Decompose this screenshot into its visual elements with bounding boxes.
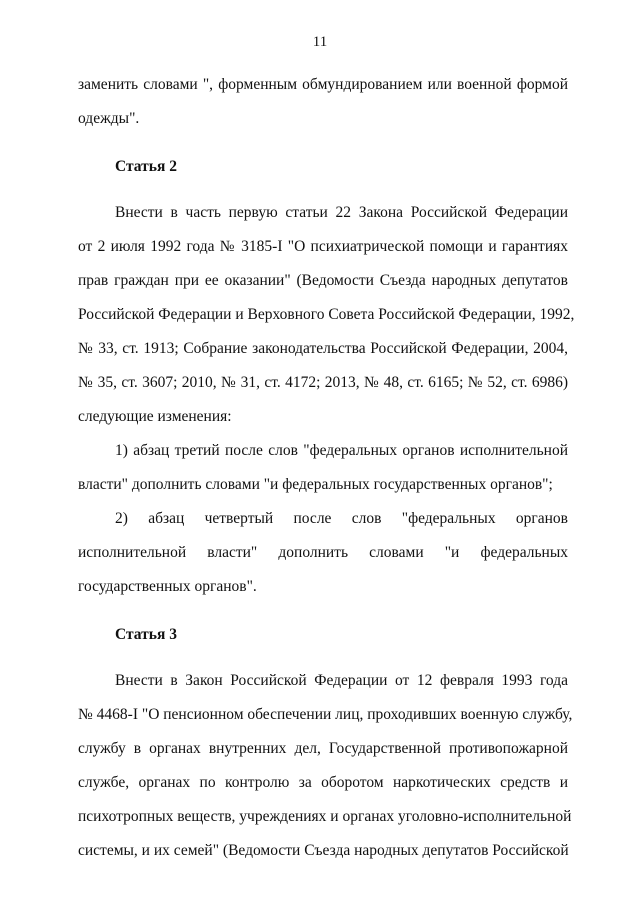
article-2-item-1-line: 1) абзац третий после слов "федеральных органов исполнительной bbox=[115, 442, 568, 459]
article-2-paragraph-line: следующие изменения: bbox=[78, 408, 232, 425]
article-3-paragraph-line: психотропных веществ, учреждениях и органах уголовно-исполнительной bbox=[78, 808, 572, 825]
spacer bbox=[78, 652, 568, 664]
article-2-item-2-line: 2) абзац четвертый после слов "федеральных органов bbox=[115, 510, 568, 527]
article-2-paragraph-line: прав граждан при ее оказании" (Ведомости Съезда народных депутатов bbox=[78, 272, 568, 289]
article-2-paragraph-line: Внести в часть первую статьи 22 Закона Российской Федерации bbox=[115, 204, 568, 221]
spacer bbox=[78, 184, 568, 196]
spacer bbox=[78, 604, 568, 618]
article-2-heading: Статья 2 bbox=[115, 158, 177, 175]
article-2-paragraph-line: № 35, ст. 3607; 2010, № 31, ст. 4172; 2013, № 48, ст. 6165; № 52, ст. 6986) bbox=[78, 374, 568, 391]
article-2-item-2-line: государственных органов". bbox=[78, 578, 257, 595]
article-3-paragraph-line: системы, и их семей" (Ведомости Съезда народных депутатов Российской bbox=[78, 842, 569, 859]
article-3-heading: Статья 3 bbox=[115, 626, 177, 643]
article-2-item-1-line: власти" дополнить словами "и федеральных государственных органов"; bbox=[78, 476, 553, 493]
intro-line-2: одежды". bbox=[78, 110, 140, 127]
article-3-paragraph-line: службу в органах внутренних дел, Государственной противопожарной bbox=[78, 740, 568, 757]
article-2-item-2-line: исполнительной власти" дополнить словами "и федеральных bbox=[78, 544, 568, 561]
article-2-paragraph-line: Российской Федерации и Верховного Совета Российской Федерации, 1992, bbox=[78, 306, 575, 323]
intro-line-1: заменить словами ", форменным обмундированием или военной формой bbox=[78, 76, 568, 93]
article-2-paragraph-line: № 33, ст. 1913; Собрание законодательства Российской Федерации, 2004, bbox=[78, 340, 568, 357]
spacer bbox=[78, 136, 568, 150]
article-2-paragraph-line: от 2 июля 1992 года № 3185-I "О психиатрической помощи и гарантиях bbox=[78, 238, 568, 255]
article-3-paragraph-line: № 4468-I "О пенсионном обеспечении лиц, проходивших военную службу, bbox=[78, 706, 573, 723]
article-3-paragraph-line: службе, органах по контролю за оборотом наркотических средств и bbox=[78, 774, 568, 791]
document-body bbox=[78, 68, 575, 868]
article-3-paragraph-line: Внести в Закон Российской Федерации от 12 февраля 1993 года bbox=[115, 672, 568, 689]
page-number: 11 bbox=[312, 34, 328, 50]
